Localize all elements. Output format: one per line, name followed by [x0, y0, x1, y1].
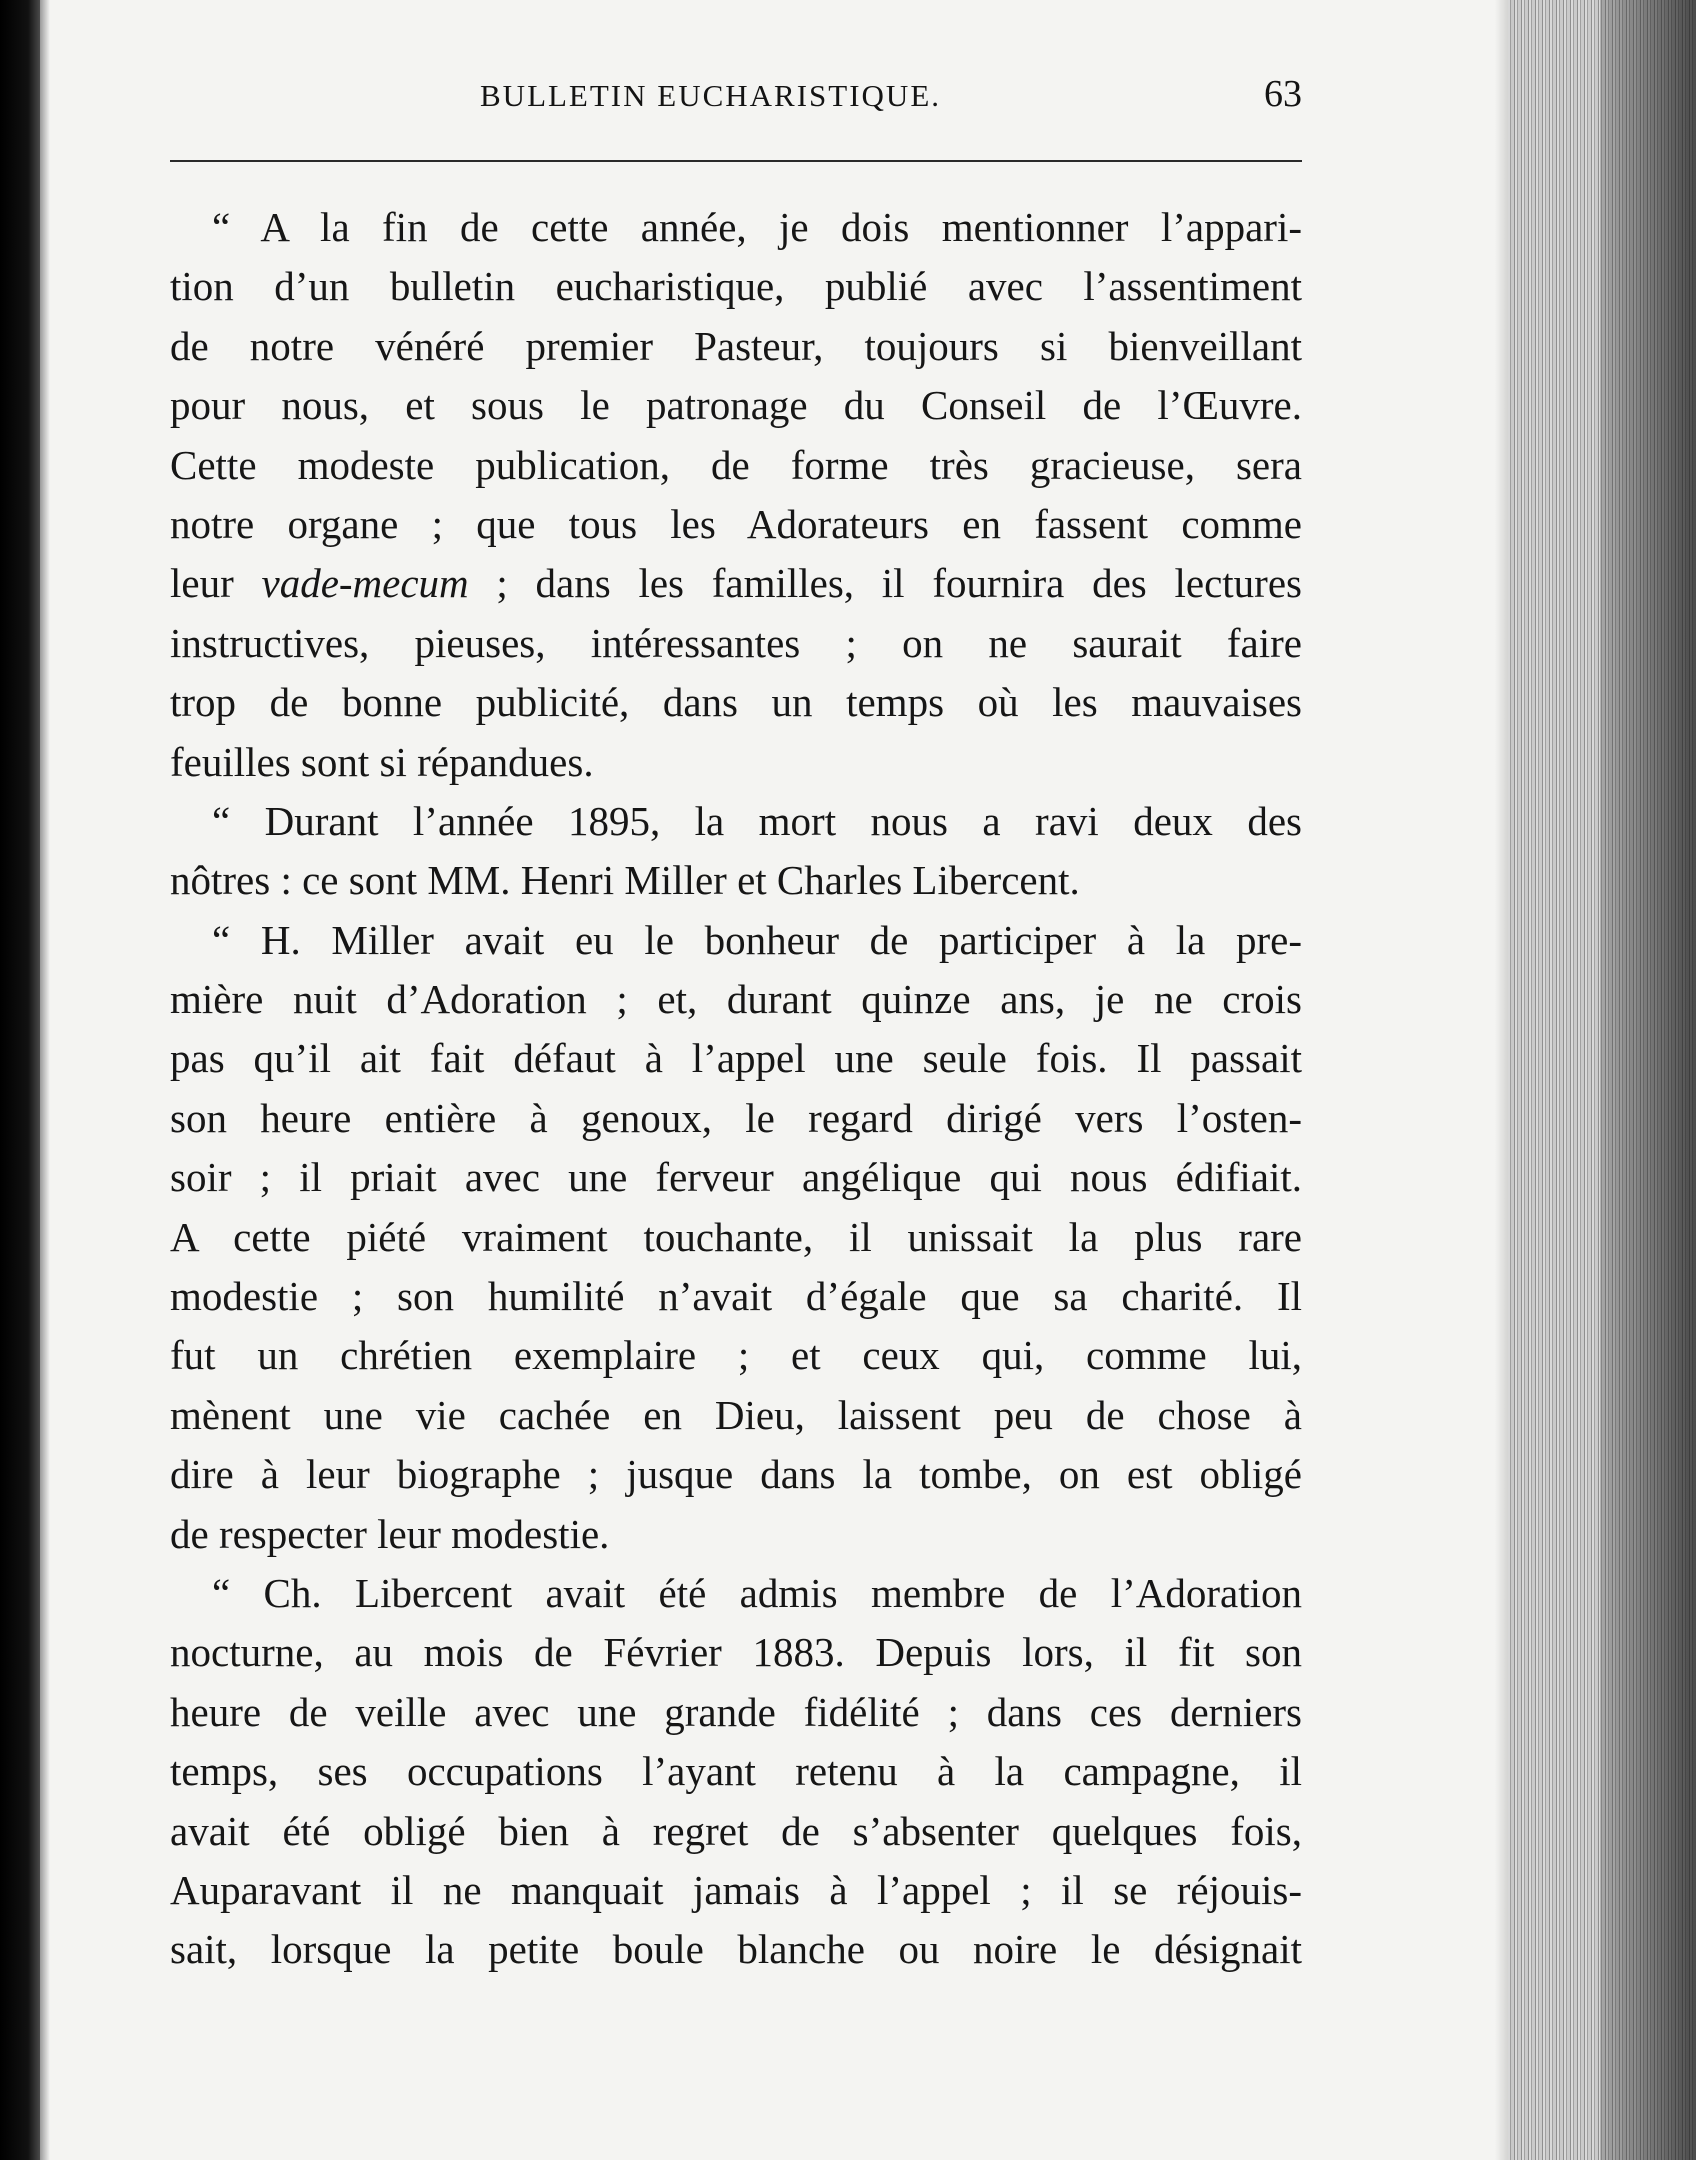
page-number: 63: [1264, 73, 1302, 115]
text-line: “ Ch. Libercent avait été admis membre de l’Adoration: [212, 1569, 1302, 1616]
text-line: nocturne, au mois de Février 1883. Depuis lors, il fit son: [170, 1629, 1302, 1676]
paragraph: [170, 911, 1302, 1564]
text-line: tion d’un bulletin eucharistique, publié avec l’assentiment: [170, 263, 1302, 310]
text-line: notre organe ; que tous les Adorateurs en fassent comme: [170, 500, 1302, 547]
text-run: ; dans les familles, il fournira des lectures: [468, 560, 1302, 607]
text-line: mière nuit d’Adoration ; et, durant quinze ans, je ne crois: [170, 976, 1302, 1023]
text-line: son heure entière à genoux, le regard dirigé vers l’osten-: [170, 1094, 1302, 1141]
text-line: instructives, pieuses, intéressantes ; on ne saurait faire: [170, 619, 1302, 666]
text-line: Cette modeste publication, de forme très gracieuse, sera: [170, 441, 1302, 488]
text-line: temps, ses occupations l’ayant retenu à la campagne, il: [170, 1748, 1302, 1795]
paragraph: [170, 792, 1302, 911]
text-line: fut un chrétien exemplaire ; et ceux qui, comme lui,: [170, 1332, 1302, 1379]
text-line: nôtres : ce sont MM. Henri Miller et Charles Libercent.: [170, 857, 1080, 904]
text-line: pour nous, et sous le patronage du Conseil de l’Œuvre.: [170, 382, 1302, 429]
text-line: “ H. Miller avait eu le bonheur de participer à la pre-: [212, 916, 1302, 963]
binding-shadow: [0, 0, 40, 2160]
text-line: trop de bonne publicité, dans un temps où les mauvaises: [170, 679, 1302, 726]
text-line: Auparavant il ne manquait jamais à l’appel ; il se réjouis-: [170, 1866, 1302, 1913]
paragraph: [170, 1564, 1302, 1980]
text-line: avait été obligé bien à regret de s’absenter quelques fois,: [170, 1807, 1302, 1854]
text-line: heure de veille avec une grande fidélité ; dans ces derniers: [170, 1688, 1302, 1735]
text-line: modestie ; son humilité n’avait d’égale que sa charité. Il: [170, 1273, 1302, 1320]
paragraph: [170, 198, 1302, 792]
text-line: dire à leur biographe ; jusque dans la tombe, on est obligé: [170, 1451, 1302, 1498]
text-line: “ A la fin de cette année, je dois mentionner l’appari-: [212, 204, 1302, 250]
binding-gradient: [40, 0, 50, 2160]
text-line: [170, 554, 1302, 613]
text-line: mènent une vie cachée en Dieu, laissent peu de chose à: [170, 1391, 1302, 1438]
text-line: soir ; il priait avec une ferveur angélique qui nous édifiait.: [170, 1154, 1302, 1201]
text-line: de notre vénéré premier Pasteur, toujours si bienveillant: [170, 322, 1302, 369]
text-line: sait, lorsque la petite boule blanche ou noire le désignait: [170, 1926, 1302, 1973]
body-text: [170, 198, 1302, 1980]
text-line: A cette piété vraiment touchante, il unissait la plus rare: [170, 1213, 1302, 1260]
text-line: “ Durant l’année 1895, la mort nous a ravi deux des: [212, 797, 1302, 844]
italic-term: vade-mecum: [261, 560, 469, 607]
page-header: [170, 72, 1302, 132]
header-rule: [170, 160, 1302, 162]
page-edges-shadow: [1600, 0, 1696, 2160]
text-line: de respecter leur modestie.: [170, 1510, 610, 1557]
text-run: leur: [170, 560, 262, 607]
text-line: feuilles sont si répandues.: [170, 738, 594, 785]
text-line: pas qu’il ait fait défaut à l’appel une seule fois. Il passait: [170, 1035, 1302, 1082]
running-head: BULLETIN EUCHARISTIQUE.: [480, 78, 942, 113]
